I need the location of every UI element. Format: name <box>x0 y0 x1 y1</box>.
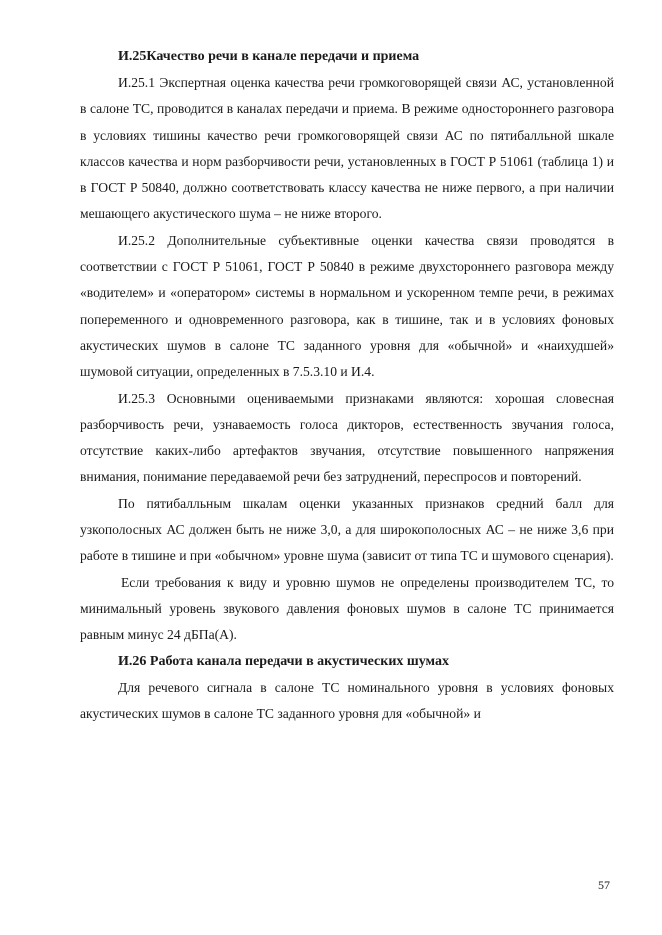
paragraph-i25-3: И.25.3 Основными оцениваемыми признаками являются: хорошая словесная разборчивость речи, узнаваемость голоса дикторов, естественность звучания голоса, отсутствие каких-либо артефактов звучания, отсутствие повышенного напряжения внимания, понимание передаваемой речи без затруднений, переспросов и повторений. <box>80 390 614 485</box>
paragraph-i25-1: И.25.1 Экспертная оценка качества речи громкоговорящей связи АС, установленной в салоне ТС, проводится в каналах передачи и приема. В режиме одностороннего разговора в условиях тишины качество речи громкоговорящей связи АС по пятибалльной шкале классов качества и норм разборчивости речи, установленных в ГОСТ Р 51061 (таблица 1) и в ГОСТ Р 50840, должно соответствовать классу качества не ниже первого, а при наличии мешающего акустического шума – не ниже второго. <box>80 75 614 222</box>
section-heading-i25: И.25Качество речи в канале передачи и приема <box>118 49 420 64</box>
paragraph-score-requirements: По пятибалльным шкалам оценки указанных признаков средний балл для узкополосных АС должен быть не ниже 3,0, а для широкополосных АС – не ниже 3,6 при работе в тишине и при «обычном» уровне шума (зависит от типа ТС и шумового сценария). <box>80 495 614 564</box>
page-content <box>80 44 614 727</box>
paragraph-i25-2: И.25.2 Дополнительные субъективные оценки качества связи проводятся в соответствии с ГОСТ Р 51061, ГОСТ Р 50840 в режиме двухстороннего разговора между «водителем» и «оператором» системы в нормальном и ускоренном темпе речи, в режимах попеременного и одновременного разговора, как в тишине, так и в условиях фоновых акустических шумов в салоне ТС заданного уровня для «обычной» и «наихудшей» шумовой ситуации, определенных в 7.5.3.10 и И.4. <box>80 232 614 380</box>
paragraph-i26-intro: Для речевого сигнала в салоне ТС номинального уровня в условиях фоновых акустических шумов в салоне ТС заданного уровня для «обычной» и <box>80 679 614 721</box>
page-number: 57 <box>598 878 610 892</box>
section-heading-i26: И.26 Работа канала передачи в акустических шумах <box>118 653 449 669</box>
paragraph-noise-default: Если требования к виду и уровню шумов не определены производителем ТС, то минимальный уровень звукового давления фоновых шумов в салоне ТС принимается равным минус 24 дБПа(А). <box>80 574 614 643</box>
